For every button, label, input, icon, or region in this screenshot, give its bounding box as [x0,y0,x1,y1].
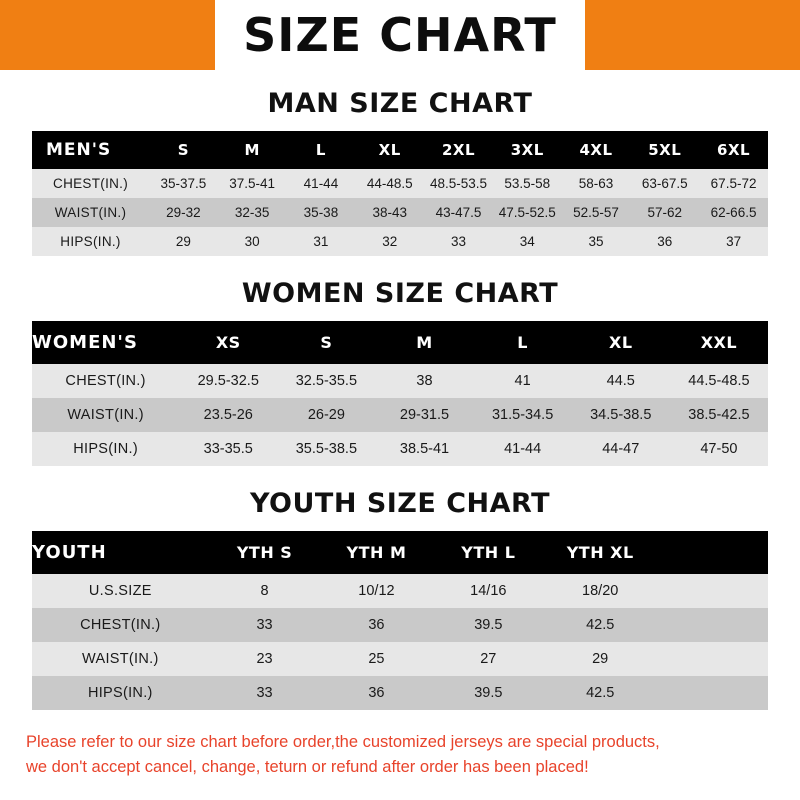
row-label-hips: HIPS(IN.) [32,676,209,710]
table-row [32,676,768,710]
cell: 29-32 [149,198,218,227]
cell: 47.5-52.5 [493,198,562,227]
cell: 35-37.5 [149,169,218,198]
cell-spacer [656,574,768,608]
cell: 53.5-58 [493,169,562,198]
table-row [32,608,768,642]
col-header-5xl: 5XL [630,131,699,169]
col-header-s: S [277,321,375,364]
col-header-xs: XS [179,321,277,364]
col-header-3xl: 3XL [493,131,562,169]
cell-spacer [656,642,768,676]
table-row [32,227,768,256]
cell: 57-62 [630,198,699,227]
table-row [32,364,768,398]
cell: 32.5-35.5 [277,364,375,398]
note-line-1: Please refer to our size chart before order,the customized jerseys are special products, [26,733,660,751]
table-header-row [32,131,768,169]
col-header-m: M [375,321,473,364]
cell: 33 [209,676,321,710]
col-header-yth-xl: YTH XL [544,531,656,574]
col-header-yth-m: YTH M [321,531,433,574]
col-header-youth: YOUTH [32,531,209,574]
cell: 36 [321,676,433,710]
col-header-yth-l: YTH L [432,531,544,574]
table-header-row [32,321,768,364]
cell: 33 [209,608,321,642]
table-row [32,432,768,466]
cell: 23.5-26 [179,398,277,432]
cell: 39.5 [432,608,544,642]
col-header-womens: WOMEN'S [32,321,179,364]
women-table-wrap [32,321,768,466]
cell: 41-44 [287,169,356,198]
cell: 36 [630,227,699,256]
cell: 44-48.5 [355,169,424,198]
cell: 37.5-41 [218,169,287,198]
cell-spacer [656,608,768,642]
note-line-2: we don't accept cancel, change, teturn or refund after order has been placed! [26,757,589,776]
cell: 35.5-38.5 [277,432,375,466]
row-label-waist: WAIST(IN.) [32,398,179,432]
cell: 41 [474,364,572,398]
col-header-xxl: XXL [670,321,768,364]
cell: 10/12 [321,574,433,608]
cell: 14/16 [432,574,544,608]
cell: 30 [218,227,287,256]
cell: 52.5-57 [562,198,631,227]
col-header-s: S [149,131,218,169]
cell: 29-31.5 [375,398,473,432]
col-header-l: L [474,321,572,364]
col-header-4xl: 4XL [562,131,631,169]
cell: 34.5-38.5 [572,398,670,432]
row-label-waist: WAIST(IN.) [32,642,209,676]
cell: 29 [544,642,656,676]
col-header-xl: XL [572,321,670,364]
cell: 44-47 [572,432,670,466]
table-row [32,198,768,227]
cell: 36 [321,608,433,642]
col-header-spacer [656,531,768,574]
banner-accent-right [585,0,800,70]
youth-section-title: YOUTH SIZE CHART [249,488,551,519]
cell: 31 [287,227,356,256]
cell: 31.5-34.5 [474,398,572,432]
page-title: SIZE CHART [243,8,557,62]
cell: 35 [562,227,631,256]
table-row [32,169,768,198]
cell: 62-66.5 [699,198,768,227]
women-section-title: WOMEN SIZE CHART [241,278,559,309]
cell: 25 [321,642,433,676]
cell: 42.5 [544,676,656,710]
cell: 27 [432,642,544,676]
row-label-waist: WAIST(IN.) [32,198,149,227]
col-header-6xl: 6XL [699,131,768,169]
table-header-row [32,531,768,574]
table-row [32,574,768,608]
cell: 41-44 [474,432,572,466]
man-table-wrap [32,131,768,256]
cell: 38-43 [355,198,424,227]
col-header-yth-s: YTH S [209,531,321,574]
cell: 38 [375,364,473,398]
cell: 44.5-48.5 [670,364,768,398]
man-section-title: MAN SIZE CHART [267,88,533,119]
cell: 35-38 [287,198,356,227]
cell: 38.5-41 [375,432,473,466]
women-size-table [32,321,768,466]
cell: 43-47.5 [424,198,493,227]
cell: 38.5-42.5 [670,398,768,432]
col-header-men: MEN'S [32,131,149,169]
cell: 8 [209,574,321,608]
cell: 48.5-53.5 [424,169,493,198]
cell: 42.5 [544,608,656,642]
row-label-chest: CHEST(IN.) [32,169,149,198]
col-header-xl: XL [355,131,424,169]
row-label-chest: CHEST(IN.) [32,608,209,642]
header-banner [0,0,800,70]
col-header-l: L [287,131,356,169]
cell: 33 [424,227,493,256]
cell: 44.5 [572,364,670,398]
cell: 33-35.5 [179,432,277,466]
cell: 37 [699,227,768,256]
banner-accent-left [0,0,215,70]
cell: 32-35 [218,198,287,227]
cell: 26-29 [277,398,375,432]
row-label-us-size: U.S.SIZE [32,574,209,608]
cell: 47-50 [670,432,768,466]
order-policy-note [26,730,774,780]
cell: 39.5 [432,676,544,710]
col-header-m: M [218,131,287,169]
cell: 32 [355,227,424,256]
table-row [32,642,768,676]
youth-size-table [32,531,768,710]
cell-spacer [656,676,768,710]
cell: 23 [209,642,321,676]
table-row [32,398,768,432]
row-label-hips: HIPS(IN.) [32,432,179,466]
row-label-chest: CHEST(IN.) [32,364,179,398]
cell: 63-67.5 [630,169,699,198]
cell: 58-63 [562,169,631,198]
youth-table-wrap [32,531,768,710]
cell: 29 [149,227,218,256]
man-size-table [32,131,768,256]
cell: 34 [493,227,562,256]
row-label-hips: HIPS(IN.) [32,227,149,256]
cell: 29.5-32.5 [179,364,277,398]
cell: 67.5-72 [699,169,768,198]
col-header-2xl: 2XL [424,131,493,169]
cell: 18/20 [544,574,656,608]
